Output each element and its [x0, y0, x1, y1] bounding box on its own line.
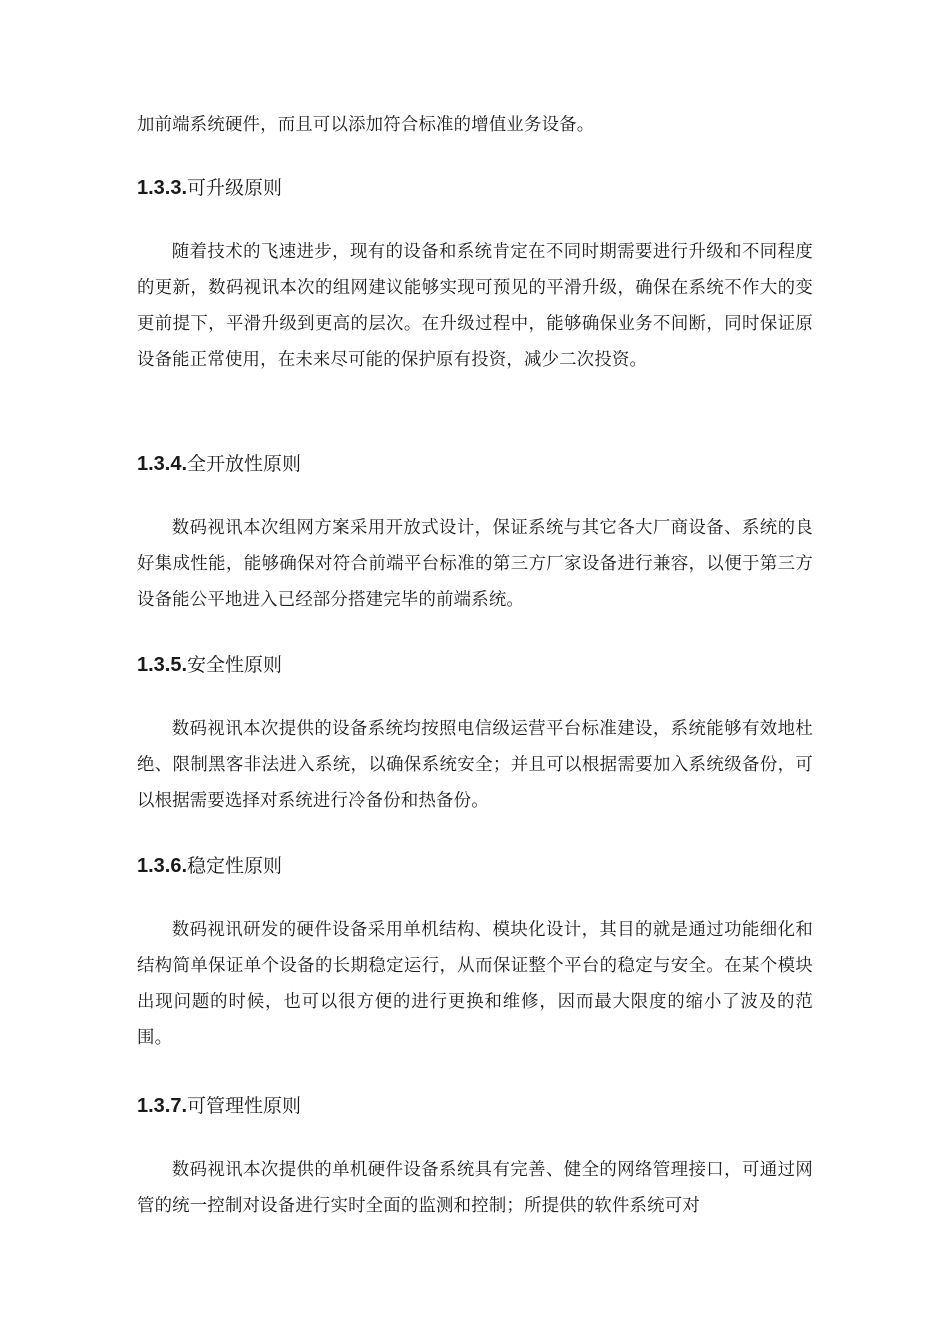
section-paragraph: 数码视讯本次提供的设备系统均按照电信级运营平台标准建设，系统能够有效地杜绝、限制黑客非法进入系统，以确保系统安全；并且可以根据需要加入系统级备份，可以根据需要选择对系统进行冷备份和热备份。	[137, 719, 813, 811]
section-heading	[137, 850, 813, 880]
section-security	[137, 649, 813, 819]
section-heading	[137, 1090, 813, 1120]
section-number: 1.3.6.	[137, 855, 188, 877]
section-heading	[137, 172, 813, 202]
section-number: 1.3.3.	[137, 177, 188, 199]
section-openness	[137, 448, 813, 618]
section-stability	[137, 850, 813, 1056]
section-title: 可管理性原则	[187, 1095, 302, 1117]
section-paragraph: 随着技术的飞速进步，现有的设备和系统肯定在不同时期需要进行升级和不同程度的更新，数码视讯本次的组网建议能够实现可预见的平滑升级，确保在系统不作大的变更前提下，平滑升级到更高的层次。在升级过程中，能够确保业务不间断，同时保证原设备能正常使用，在未来尽可能的保护原有投资，减少二次投资。	[137, 242, 813, 370]
section-title: 全开放性原则	[187, 453, 302, 475]
section-paragraph: 数码视讯研发的硬件设备采用单机结构、模块化设计，其目的就是通过功能细化和结构简单保证单个设备的长期稳定运行，从而保证整个平台的稳定与安全。在某个模块出现问题的时候，也可以很方便的进行更换和维修，因而最大限度的缩小了波及的范围。	[137, 920, 813, 1048]
continuation-text: 加前端系统硬件，而且可以添加符合标准的增值业务设备。	[137, 115, 595, 135]
section-title: 稳定性原则	[187, 855, 283, 877]
section-heading	[137, 448, 813, 478]
section-manageability	[137, 1090, 813, 1224]
section-paragraph: 数码视讯本次提供的单机硬件设备系统具有完善、健全的网络管理接口，可通过网管的统一控制对设备进行实时全面的监测和控制；所提供的软件系统可对	[137, 1160, 813, 1216]
section-heading	[137, 649, 813, 679]
section-upgradability	[137, 172, 813, 378]
section-number: 1.3.7.	[137, 1095, 188, 1117]
section-number: 1.3.4.	[137, 453, 188, 475]
section-paragraph: 数码视讯本次组网方案采用开放式设计，保证系统与其它各大厂商设备、系统的良好集成性能，能够确保对符合前端平台标准的第三方厂家设备进行兼容，以便于第三方设备能公平地进入已经部分搭建完毕的前端系统。	[137, 518, 813, 610]
section-title: 可升级原则	[187, 177, 283, 199]
section-title: 安全性原则	[187, 654, 283, 676]
section-number: 1.3.5.	[137, 654, 188, 676]
